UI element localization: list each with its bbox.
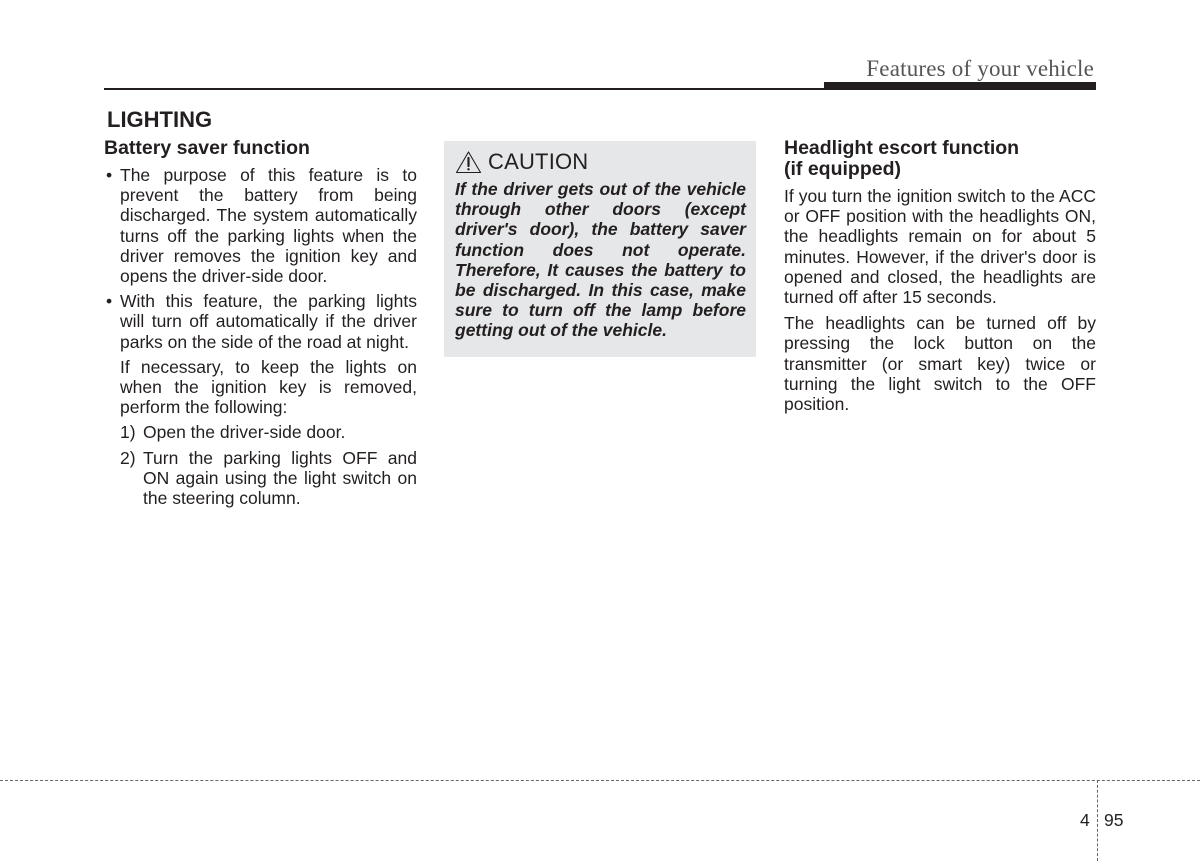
caution-text: If the driver gets out of the vehicle through other doors (except driver's door), the battery saver function does not operate. Therefore, It causes the battery to be discharged. In this case, make sure to turn off the lamp before getting out of the vehicle. xyxy=(455,179,746,341)
caution-box xyxy=(444,141,756,357)
step-number: 2) xyxy=(120,447,136,468)
battery-saver-heading: Battery saver function xyxy=(104,137,310,159)
bullet-symbol: • xyxy=(106,165,113,185)
footer-rule xyxy=(0,780,1200,781)
section-title: LIGHTING xyxy=(107,107,213,132)
page-number: 95 xyxy=(1104,810,1124,830)
header-title: Features of your vehicle xyxy=(866,56,1094,81)
step-text: Open the driver-side door. xyxy=(143,422,346,443)
headlight-escort-column xyxy=(784,138,1096,420)
battery-saver-column xyxy=(104,138,417,513)
chapter-number: 4 xyxy=(1080,810,1090,830)
paragraph: The headlights can be turned off by pressing the lock button on the transmitter (or smart key) twice or turning the light switch to the OFF position. xyxy=(784,313,1096,415)
footer-divider xyxy=(1097,780,1098,861)
list-item xyxy=(104,448,417,509)
bullet-symbol: • xyxy=(106,291,113,312)
paragraph: If you turn the ignition switch to the ACC or OFF position with the headlights ON, the headlights remain on for about 5 minutes. However, if the driver's door is opened and closed, the headlights are turned off after 15 seconds. xyxy=(784,186,1096,308)
step-number: 1) xyxy=(120,422,136,443)
headlight-escort-heading xyxy=(784,138,1096,180)
headlight-escort-heading-line1: Headlight escort function xyxy=(784,137,1020,159)
list-item xyxy=(104,422,417,442)
step-text: Turn the parking lights OFF and ON again using the light switch on the steering column. xyxy=(143,447,417,509)
battery-saver-note: If necessary, to keep the lights on when the ignition key is removed, perform the following: xyxy=(120,356,417,418)
caution-title: CAUTION xyxy=(488,149,589,174)
headlight-escort-heading-line2: (if equipped) xyxy=(784,158,901,180)
list-item xyxy=(104,291,417,352)
list-item xyxy=(104,165,417,286)
header-rule-accent xyxy=(824,82,1096,90)
bullet-text: With this feature, the parking lights will turn off automatically if the driver parks on the side of the road at night. xyxy=(120,291,417,352)
caution-header xyxy=(455,149,746,175)
bullet-text: The purpose of this feature is to prevent the battery from being discharged. The system automatically turns off the parking lights when the driver removes the ignition key and opens the driver-side door. xyxy=(120,165,417,287)
warning-triangle-icon xyxy=(455,150,482,174)
